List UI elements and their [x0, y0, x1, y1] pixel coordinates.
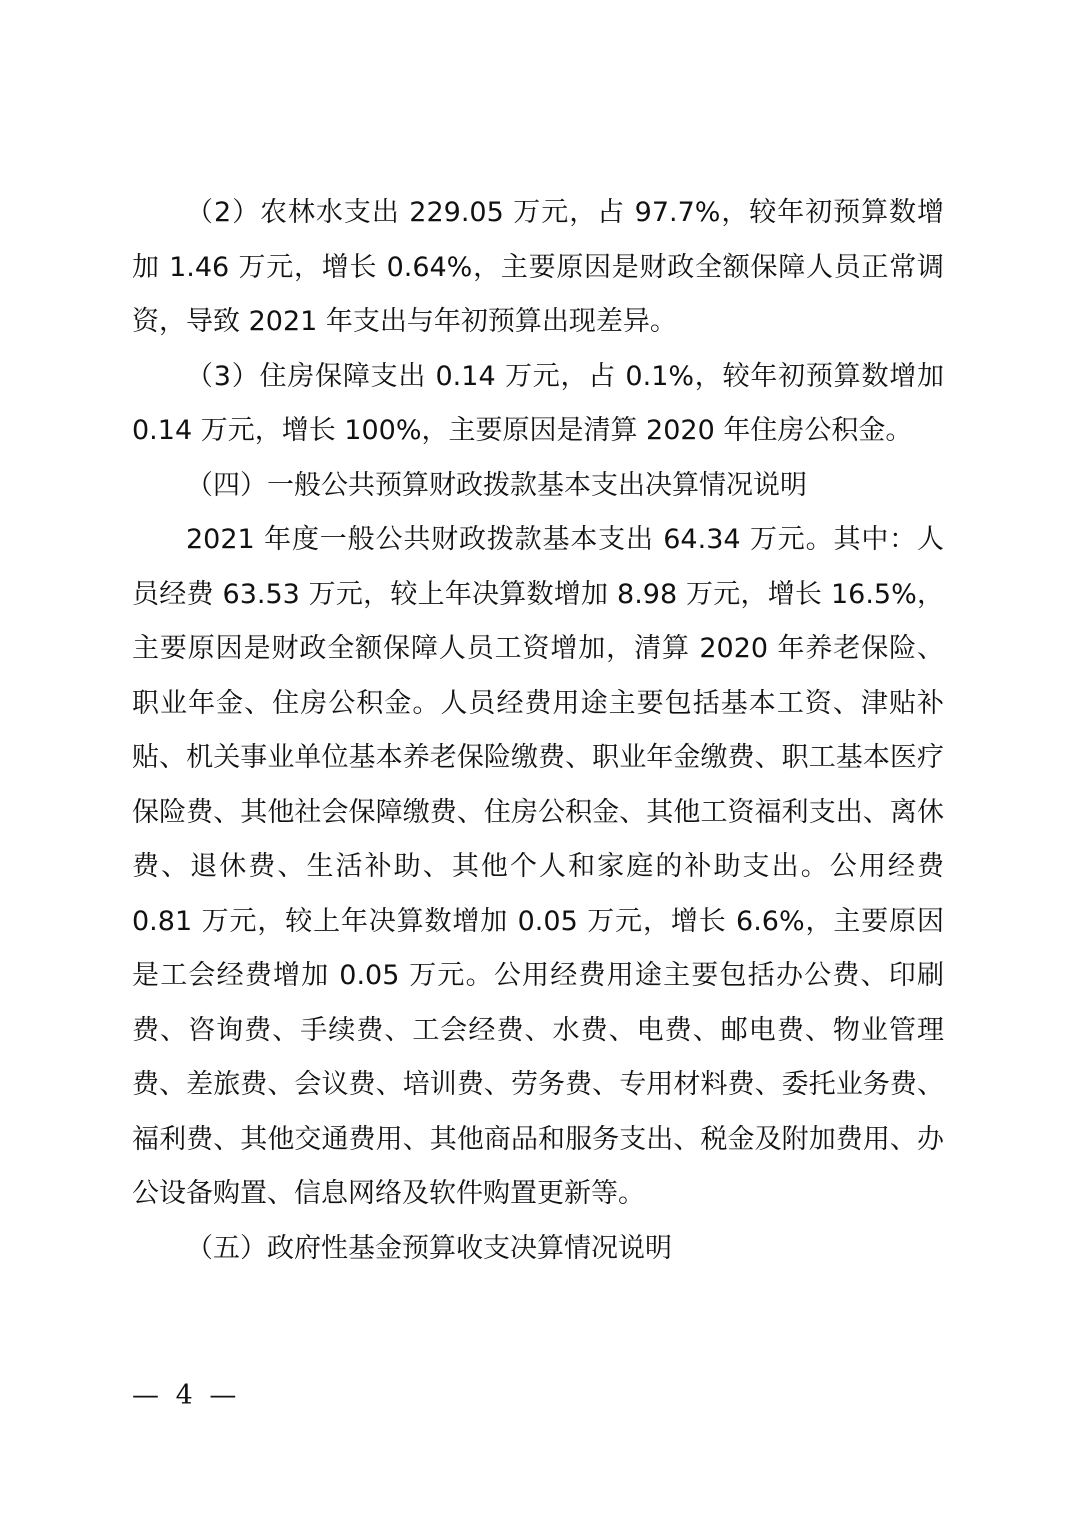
paragraph-housing-expenditure: （3）住房保障支出 0.14 万元，占 0.1%，较年初预算数增加 0.14 万元，增长 100%，主要原因是清算 2020 年住房公积金。: [132, 360, 944, 446]
section-heading-government-fund: （五）政府性基金预算收支决算情况说明: [186, 1232, 672, 1264]
paragraph-agriculture-expenditure: （2）农林水支出 229.05 万元，占 97.7%，较年初预算数增加 1.46 万元，增长 0.64%，主要原因是财政全额保障人员正常调资，导致 2021 年支出与年初预算出现差异。: [132, 197, 944, 337]
page-number: — 4 —: [132, 1380, 241, 1411]
paragraph-basic-expenditure-details: 2021 年度一般公共财政拨款基本支出 64.34 万元。其中：人员经费 63.53 万元，较上年决算数增加 8.98 万元，增长 16.5%，主要原因是财政全额保障人员工资增加，清算 2020 年养老保险、职业年金、住房公积金。人员经费用途主要包括基本工资、津贴补贴、机关事业单位基本养老保险缴费、职业年金缴费、职工基本医疗保险费、其他社会保障缴费、住房公积金、其他工资福利支出、离休费、退休费、生活补助、其他个人和家庭的补助支出。公用经费 0.81 万元，较上年决算数增加 0.05 万元，增长 6.6%，主要原因是工会经费增加 0.05 万元。公用经费用途主要包括办公费、印刷费、咨询费、手续费、工会经费、水费、电费、邮电费、物业管理费、差旅费、会议费、培训费、劳务费、专用材料费、委托业务费、福利费、其他交通费用、其他商品和服务支出、税金及附加费用、办公设备购置、信息网络及软件购置更新等。: [132, 524, 944, 1209]
section-heading-basic-expenditure: （四）一般公共预算财政拨款基本支出决算情况说明: [186, 469, 807, 501]
document-body: [132, 186, 944, 1276]
